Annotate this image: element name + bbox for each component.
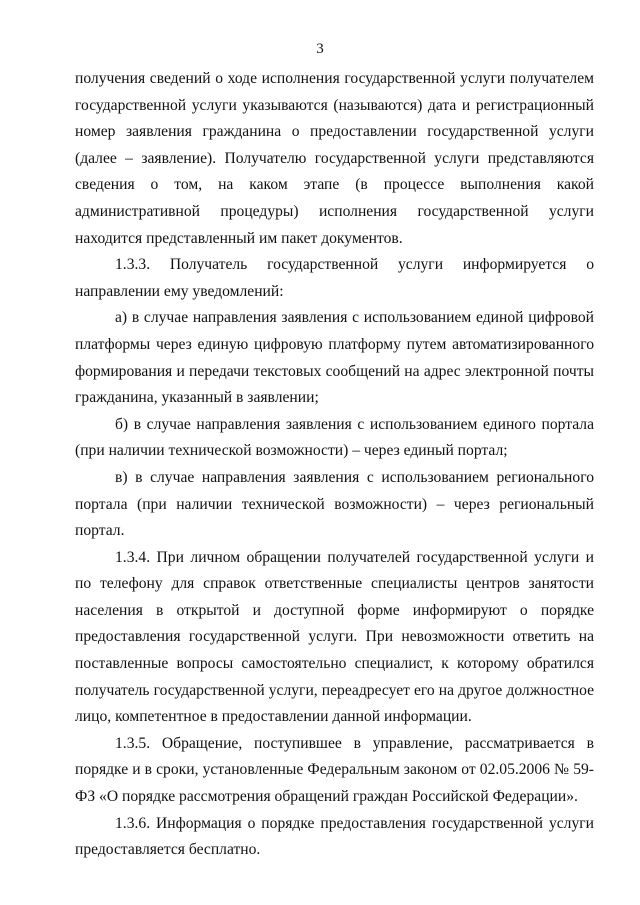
paragraph-1-3-4: 1.3.4. При личном обращении получателей государственной услуги и по телефону для справок ответственные специалисты центров занятости населения в открытой и доступной форме информируют о порядке предоставления государственной услуги. При невозможности ответить на поставленные вопросы самостоятельно специалист, к которому обратился получатель государственной услуги, переадресует его на другое должностное лицо, компетентное в предоставлении данной информации. <box>75 548 594 726</box>
paragraph-1-3-5: 1.3.5. Обращение, поступившее в управление, рассматривается в порядке и в сроки, установленные Федеральным законом от 02.05.2006 № 59-ФЗ «О порядке рассмотрения обращений граждан Российской Федерации». <box>75 734 594 806</box>
document-body <box>75 66 594 864</box>
page-number: 3 <box>316 41 324 57</box>
paragraph-item-b: б) в случае направления заявления с использованием единого портала (при наличии технической возможности) – через единый портал; <box>75 415 594 460</box>
paragraph-1-3-3: 1.3.3. Получатель государственной услуги информируется о направлении ему уведомлений: <box>75 256 594 300</box>
paragraph-item-v: в) в случае направления заявления с использованием регионального портала (при наличии технической возможности) – через региональный портал. <box>75 468 594 540</box>
paragraph-1-3-6: 1.3.6. Информация о порядке предоставления государственной услуги предоставляется бесплатно. <box>75 814 594 859</box>
paragraph-item-a: а) в случае направления заявления с использованием единой цифровой платформы через единую цифровую платформу путем автоматизированного формирования и передачи текстовых сообщений на адрес электронной почты гражданина, указанный в заявлении; <box>75 309 594 407</box>
paragraph-continuation: получения сведений о ходе исполнения государственной услуги получателем государственной услуги указываются (называются) дата и регистрационный номер заявления гражданина о предоставлении государственной услуги (далее – заявление). Получателю государственной услуги представляются сведения о том, на каком этапе (в процессе выполнения какой административной процедуры) исполнения государственной услуги находится представленный им пакет документов. <box>75 70 594 247</box>
